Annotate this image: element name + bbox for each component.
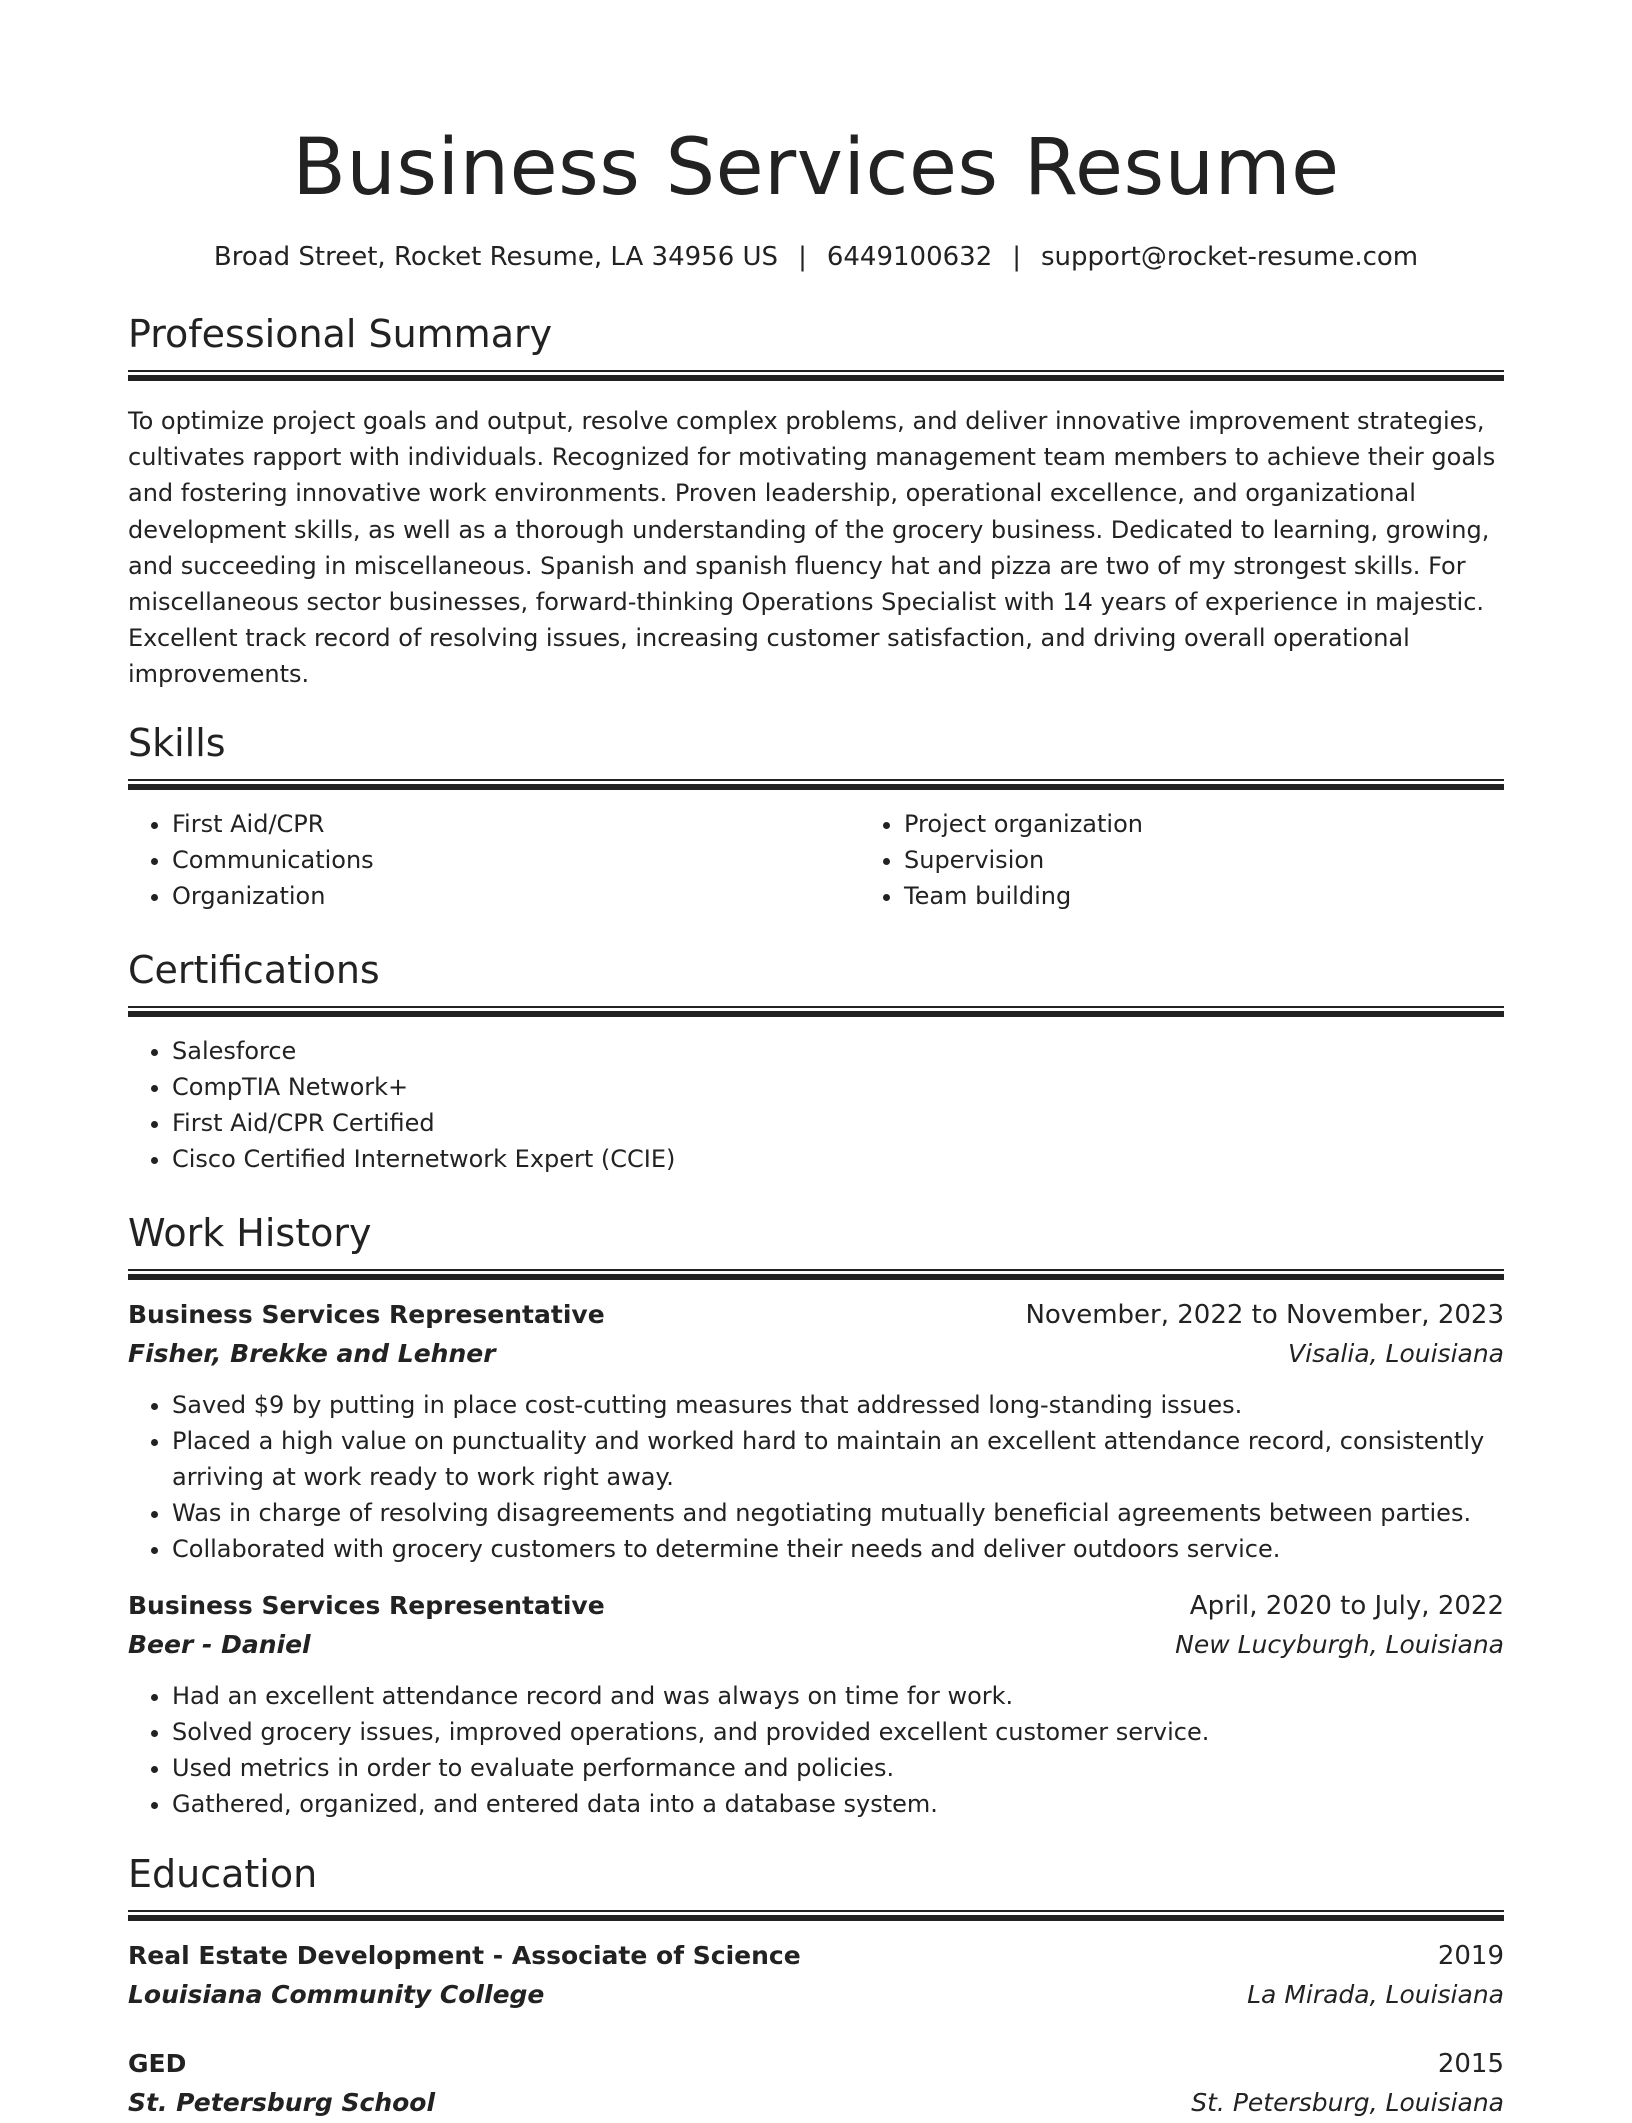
education-header [128,1937,1504,1975]
school-name: Louisiana Community College [128,1979,545,2009]
section-title-certifications: Certifications [128,947,380,992]
summary-text: To optimize project goals and output, resolve complex problems, and deliver innovative improvement strategies, cultivates rapport with individuals. Recognized for motivating management team members to achieve their goals and fostering innovative work environments. Proven leadership, operational excellence, and organizational development skills, as well as a thorough understanding of the grocery business. Dedicated to learning, growing, and succeeding in miscellaneous. Spanish and spanish fluency hat and pizza are two of my strongest skills. For miscellaneous sector businesses, forward-thinking Operations Specialist with 14 years of experience in majestic. Excellent track record of resolving issues, increasing customer satisfaction, and driving overall operational improvements. [128,407,1496,689]
job-header [128,1296,1504,1334]
graduation-year: 2019 [1437,1940,1504,1971]
job-duty: • Gathered, organized, and entered data into a database system. [172,1786,1504,1822]
section-divider [128,1006,1504,1017]
job-company: Fisher, Brekke and Lehner [128,1338,496,1368]
section-title-education: Education [128,1851,318,1896]
skill-item: • Team building [904,878,1592,914]
education-header [128,2045,1504,2083]
education-entry [128,2045,1504,2123]
skills-section [128,717,1504,914]
job-entry [128,1587,1504,1822]
job-dates: April, 2020 to July, 2022 [1189,1590,1504,1621]
contact-line [128,240,1504,274]
job-duty: • Had an excellent attendance record and was always on time for work. [172,1678,1504,1714]
skill-item: • Communications [172,842,860,878]
job-duty: • Used metrics in order to evaluate performance and policies. [172,1750,1504,1786]
section-title-work-history: Work History [128,1210,372,1255]
job-entry [128,1296,1504,1567]
contact-email: support@rocket-resume.com [1041,242,1419,272]
school-name: St. Petersburg School [128,2087,436,2117]
job-duty: • Was in charge of resolving disagreements and negotiating mutually beneficial agreements between parties. [172,1495,1504,1531]
job-duty: • Saved $9 by putting in place cost-cutting measures that addressed long-standing issues. [172,1387,1504,1423]
education-subheader [128,2083,1504,2123]
job-title: Business Services Representative [128,1299,605,1329]
section-divider [128,779,1504,790]
job-subheader [128,1334,1504,1374]
job-title: Business Services Representative [128,1590,605,1620]
skill-item: • First Aid/CPR [172,806,860,842]
job-header [128,1587,1504,1625]
contact-phone: 6449100632 [826,242,993,272]
contact-separator: | [798,242,807,272]
job-location: Visalia, Louisiana [1288,1338,1504,1368]
job-duties-list [128,1387,1504,1567]
job-duty: • Collaborated with grocery customers to determine their needs and deliver outdoors service. [172,1531,1504,1567]
skills-list-right [860,806,1592,914]
summary-section [128,308,1504,693]
certification-item: • First Aid/CPR Certified [172,1105,1504,1141]
job-company: Beer - Daniel [128,1629,311,1659]
job-duty: • Solved grocery issues, improved operations, and provided excellent customer service. [172,1714,1504,1750]
section-divider [128,1269,1504,1280]
job-dates: November, 2022 to November, 2023 [1025,1299,1504,1330]
skills-grid [128,806,1504,914]
job-location: New Lucyburgh, Louisiana [1175,1629,1504,1659]
job-duty: • Placed a high value on punctuality and worked hard to maintain an excellent attendance record, consistently arriving at work ready to work right away. [172,1423,1504,1495]
contact-address: Broad Street, Rocket Resume, LA 34956 US [213,242,779,272]
contact-separator: | [1012,242,1022,272]
skill-item: • Project organization [904,806,1592,842]
section-divider [128,1910,1504,1921]
certification-item: • Cisco Certified Internetwork Expert (CCIE) [172,1141,1504,1177]
education-entry [128,1937,1504,2015]
job-duties-list [128,1678,1504,1822]
school-location: St. Petersburg, Louisiana [1191,2087,1504,2117]
work-history-section [128,1207,1504,1822]
certification-item: • CompTIA Network+ [172,1069,1504,1105]
certification-item: • Salesforce [172,1033,1504,1069]
school-location: La Mirada, Louisiana [1247,1979,1504,2009]
degree: Real Estate Development - Associate of Science [128,1940,801,1970]
graduation-year: 2015 [1437,2048,1504,2079]
section-title-skills: Skills [128,720,226,765]
section-title-summary: Professional Summary [128,312,553,356]
resume-title: Business Services Resume [292,123,1340,213]
job-subheader [128,1625,1504,1665]
skills-list-left [128,806,860,914]
degree: GED [128,2048,187,2078]
section-divider [128,370,1504,381]
certifications-list [128,1033,1504,1177]
education-subheader [128,1975,1504,2015]
skill-item: • Supervision [904,842,1592,878]
certifications-section [128,944,1504,1177]
skill-item: • Organization [172,878,860,914]
education-section [128,1848,1504,2123]
